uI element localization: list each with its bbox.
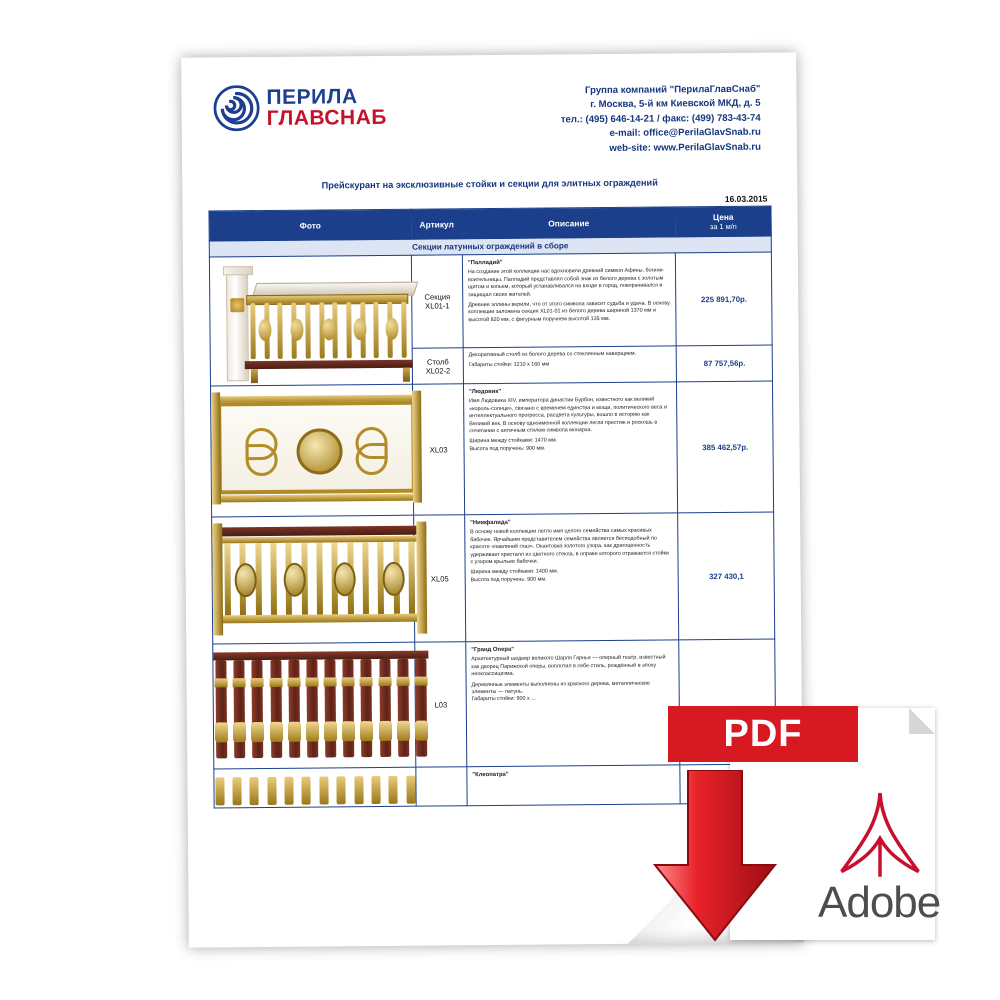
article-line-2: XL02-2 [425, 365, 451, 376]
document-header [207, 81, 771, 178]
col-price-label: Цена [712, 211, 734, 223]
download-arrow-icon[interactable] [650, 770, 780, 945]
description-cell [463, 346, 677, 384]
product-text-1: На создание этой коллекции нас вдохновили древний символ Афины, богини-воительницы. Палладий представлял собой знак из белого дерева с золотым щитом и копьем, который устанавливался на входе в город, поворачивался и защищал своих жителей. [467, 267, 665, 298]
col-description: Описание [462, 207, 676, 239]
product-title: "Нимфалида" [470, 519, 511, 527]
section-title: Секции латунных ограждений в сборе [209, 236, 771, 257]
col-article: Артикул [411, 209, 462, 239]
pdf-label-band [668, 706, 858, 762]
table-row [212, 512, 775, 644]
product-text-1: Архитектурный шедевр великого Шарля Гарнье — оперный театр, известный как дворец Парижской оперы, воплотил в себе стиль, рождённый в эпоху неоклассицизма. [471, 654, 666, 678]
price-cell: 225 891,70р. [676, 252, 772, 346]
col-price [675, 206, 771, 237]
company-contact-block [560, 81, 770, 157]
article-cell: L03 [415, 642, 467, 767]
article-cell [416, 767, 467, 806]
price-cell: 327 430,1 [678, 512, 775, 640]
product-title: "Гранд Опера" [471, 646, 515, 654]
article-line-1: Секция [424, 292, 451, 302]
article-cell [412, 348, 463, 384]
spiral-logo-icon [213, 85, 259, 131]
pdf-download-badge[interactable] [640, 700, 940, 950]
article-cell [412, 255, 463, 348]
company-website: web-site: www.PerilaGlavSnab.ru [609, 141, 761, 154]
document-date: 16.03.2015 [724, 193, 768, 204]
col-price-sublabel: за 1 м/п [709, 221, 737, 232]
product-text-1: В основу новой коллекции легло имя целого семейства самых красивых бабочек. Ярчайшим представителем семейства является бесподобный по красоте «павлиний глаз». Окантовка золотого узора, как драгоценность удерживает кристалл из цветного стекла, в оправе которого отражается стойки с узором крыльев бабочки. [470, 527, 670, 566]
product-photo-palladio [209, 255, 412, 386]
product-text-2: Ширина между стойками: 1400 мм. Высота под поручень: 900 мм. [470, 568, 559, 584]
railing-illustration [213, 647, 429, 765]
table-row [209, 252, 772, 350]
logo-line-2: ГЛАВСНАБ [266, 105, 388, 130]
product-title: "Людовик" [468, 388, 502, 396]
description-cell [462, 253, 676, 348]
product-text-2: Древние эллины верили, что от этого символа зависит судьба и удача. В основу коллекции заложена секция XL01-01 из белого дерева шириной 1370 мм и высотой 820 мм, с фигурным поручнем высотой 135 мм. [468, 300, 670, 324]
table-header-row [209, 206, 771, 241]
company-name: Группа компаний "ПерилаГлавСнаб" [584, 83, 761, 97]
product-text-1: Имя Людовика XIV, императора династии Бурбон, известного как великий «король-солнце», связано с временем единства и мощи, политического веса и интеллектуального прогресса, расцвета культуры, вошло в историю как Великий век. В основу одноименной коллекции легли престиж и роскошь в сочетании с античным стилем символа монарха. [469, 396, 668, 435]
product-photo-grand-opera [213, 642, 416, 769]
product-title: "Клеопатра" [472, 771, 509, 779]
article-cell: XL03 [413, 384, 465, 515]
company-address: г. Москва, 5-й км Киевской МКД, д. 5 [590, 98, 761, 111]
product-text-2: Ширина между стойками: 1470 мм. Высота под поручень: 900 мм. [469, 437, 558, 453]
pdf-label: PDF [723, 712, 803, 755]
product-text-2: Габариты стойки: 1210 х 160 мм [468, 361, 550, 369]
product-photo-cleopatra [214, 767, 417, 808]
logo-line-1: ПЕРИЛА [266, 84, 358, 109]
document-title: Прейскурант на эксклюзивные стойки и секции для элитных ограждений [321, 177, 658, 191]
article-line-2: XL01-1 [425, 301, 450, 311]
description-cell [463, 382, 678, 515]
company-email: e-mail: office@PerilaGlavSnab.ru [609, 126, 761, 140]
railing-illustration [211, 391, 422, 511]
article-line-1: Столб [426, 356, 449, 367]
product-text-1: Декоративный столб из белого дерева со стеклянным наверщием. [468, 350, 637, 359]
railing-illustration [215, 770, 415, 806]
product-photo-louis [210, 384, 413, 517]
railing-illustration [210, 256, 412, 386]
company-logo [207, 84, 387, 132]
railing-illustration [212, 520, 427, 640]
price-cell: 87 757,56р. [677, 345, 773, 382]
adobe-brand-text: Adobe [818, 878, 941, 927]
product-title: "Палладий" [467, 259, 503, 267]
company-phone: тел.: (495) 646-14-21 / факс: (499) 783-43-74 [560, 112, 761, 126]
product-photo-nymphalida [212, 515, 415, 644]
article-cell: XL05 [414, 515, 466, 642]
col-photo: Фото [209, 209, 412, 241]
price-cell: 385 462,57р. [677, 381, 774, 513]
product-text-2: Деревянные элементы выполнены из красного дерева, металлические элементы — латунь. Габариты стойки: 900 х ... [471, 680, 650, 703]
description-cell [465, 513, 680, 642]
adobe-logo-icon [825, 786, 935, 882]
table-row [210, 381, 773, 517]
